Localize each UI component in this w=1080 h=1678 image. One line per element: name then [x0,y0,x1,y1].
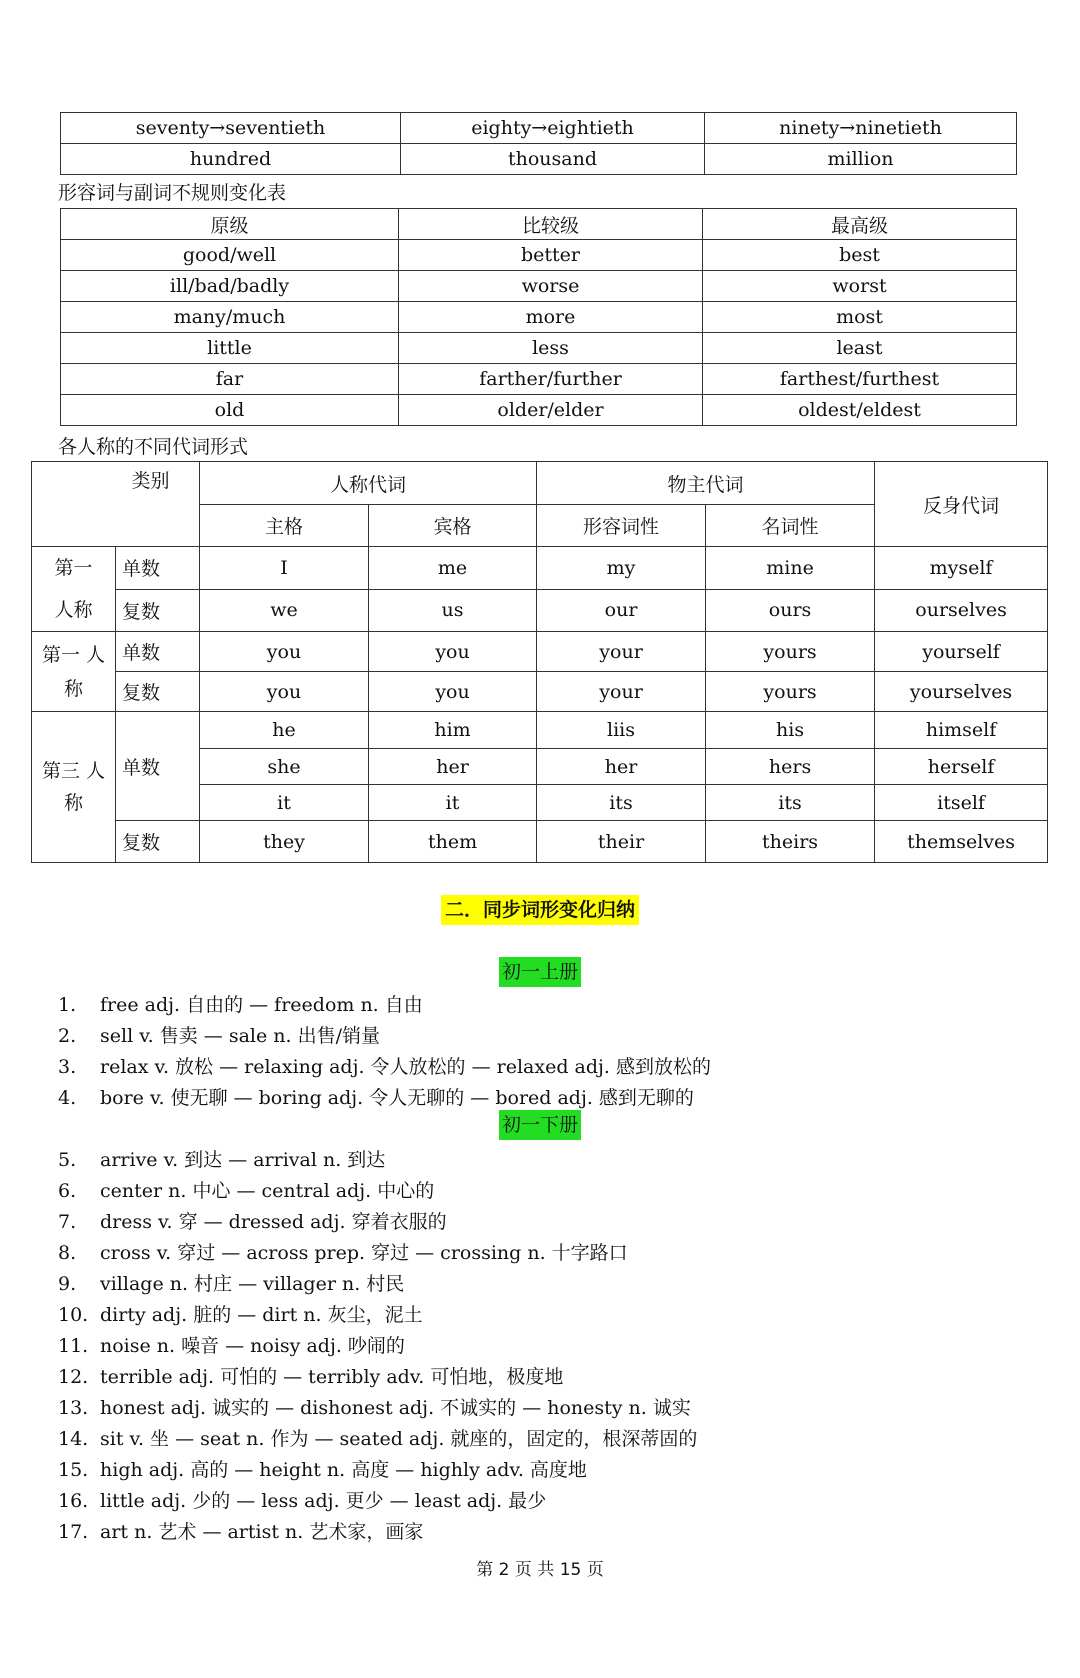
person-label [32,712,116,863]
table-cell: myself [875,547,1048,590]
item-text: honest adj. 诚实的 — dishonest adj. 不诚实的 — honesty n. 诚实 [100,1397,691,1419]
item-number: 13. [58,1397,89,1419]
table-cell: oldest/eldest [703,395,1017,426]
item-number: 12. [58,1366,89,1388]
list-item [58,1424,697,1451]
table-cell: best [703,240,1017,271]
item-text: high adj. 高的 — height n. 高度 — highly adv. 高度地 [100,1459,587,1481]
table-header-row [32,462,1048,505]
adjective-form-header: 形容词性 [537,505,706,547]
subsection-label: 初一上册 [499,957,581,987]
section-heading [0,895,1080,922]
person-label-line: 称 [63,677,83,700]
table-cell: I [200,547,369,590]
item-text: village n. 村庄 — villager n. 村民 [100,1273,405,1295]
item-text: terrible adj. 可怕的 — terribly adv. 可怕地，极度地 [100,1366,564,1388]
header-cell: 比较级 [399,209,703,240]
table-row [61,240,1017,271]
number-label: 复数 [116,821,200,863]
table-cell: them [369,821,537,863]
list-item [58,1331,405,1358]
table-cell: yours [706,632,875,672]
table-cell: least [703,333,1017,364]
item-number: 17. [58,1521,89,1543]
item-text: dress v. 穿 — dressed adj. 穿着衣服的 [100,1211,447,1233]
table-cell: less [399,333,703,364]
table-row [32,547,1048,590]
list-item [58,1393,691,1420]
person-label-line: 第一 [54,557,93,579]
table-cell: yourselves [875,672,1048,712]
list-item [58,990,423,1017]
item-number: 6. [58,1180,77,1202]
number-label: 单数 [116,547,200,590]
possessive-pronoun-header: 物主代词 [537,462,875,505]
table-cell: older/elder [399,395,703,426]
table-cell: they [200,821,369,863]
table-cell: hundred [61,144,401,175]
table-cell: eighty→eightieth [401,113,705,144]
table-cell: us [369,589,537,632]
item-number: 7. [58,1211,77,1233]
table-cell: you [200,672,369,712]
table-cell: more [399,302,703,333]
table-cell: yourself [875,632,1048,672]
table-cell: little [61,333,399,364]
item-number: 9. [58,1273,77,1295]
list-item [58,1083,694,1110]
table-cell: you [369,632,537,672]
item-text: dirty adj. 脏的 — dirt n. 灰尘，泥土 [100,1304,423,1326]
table-cell: themselves [875,821,1048,863]
table-cell: my [537,547,706,590]
irregular-adjective-table [60,208,1017,426]
table-cell: you [200,632,369,672]
list-item [58,1021,380,1048]
list-item [58,1300,423,1327]
item-text: noise n. 噪音 — noisy adj. 吵闹的 [100,1335,405,1357]
category-header: 类别 [32,462,200,547]
list-item [58,1207,447,1234]
subsection-grade7-vol1 [0,957,1080,984]
table-cell: worst [703,271,1017,302]
table-cell: your [537,632,706,672]
page-footer: 第 2 页 共 15 页 [476,1560,604,1580]
table-cell: we [200,589,369,632]
list-item [58,1145,385,1172]
person-label [32,632,116,712]
table-cell: yours [706,672,875,712]
table-row [61,395,1017,426]
table-cell: liis [537,712,706,749]
table-cell: herself [875,749,1048,785]
table-row [61,144,1017,175]
table-cell: good/well [61,240,399,271]
item-number: 5. [58,1149,77,1171]
table-cell: thousand [401,144,705,175]
table-cell: million [705,144,1017,175]
table-row [61,364,1017,395]
header-cell: 最高级 [703,209,1017,240]
table-row [61,333,1017,364]
item-text: art n. 艺术 — artist n. 艺术家，画家 [100,1521,424,1543]
table-cell: theirs [706,821,875,863]
table-cell: their [537,821,706,863]
noun-form-header: 名词性 [706,505,875,547]
table-row [32,672,1048,712]
table-cell: ill/bad/badly [61,271,399,302]
item-text: free adj. 自由的 — freedom n. 自由 [100,994,423,1016]
table-row [61,302,1017,333]
table-row [32,712,1048,749]
list-item [58,1455,587,1482]
number-label: 单数 [116,632,200,672]
list-item [58,1269,404,1296]
subsection-grade7-vol2 [0,1110,1080,1137]
table-cell: ninety→ninetieth [705,113,1017,144]
item-text: little adj. 少的 — less adj. 更少 — least adj. 最少 [100,1490,547,1512]
item-text: cross v. 穿过 — across prep. 穿过 — crossing n. 十字路口 [100,1242,628,1264]
list-item [58,1486,546,1513]
item-text: sit v. 坐 — seat n. 作为 — seated adj. 就座的，固定的，根深蒂固的 [100,1428,698,1450]
table-cell: her [537,749,706,785]
table-cell: itself [875,785,1048,821]
list-item [58,1362,563,1389]
table-row [32,589,1048,632]
table-cell: its [706,785,875,821]
item-text: bore v. 使无聊 — boring adj. 令人无聊的 — bored adj. 感到无聊的 [100,1087,694,1109]
ordinal-numbers-table [60,112,1017,175]
item-text: arrive v. 到达 — arrival n. 到达 [100,1149,386,1171]
item-number: 2. [58,1025,77,1047]
table-cell: worse [399,271,703,302]
table-cell: him [369,712,537,749]
table-cell: better [399,240,703,271]
table-cell: old [61,395,399,426]
table-cell: it [200,785,369,821]
table-cell: many/much [61,302,399,333]
table-cell: seventy→seventieth [61,113,401,144]
list-item [58,1052,711,1079]
pronoun-table [31,461,1048,863]
item-number: 11. [58,1335,89,1357]
table-cell: its [537,785,706,821]
table-cell: me [369,547,537,590]
list-item [58,1517,423,1544]
table-cell: farthest/furthest [703,364,1017,395]
person-label-line: 第一 人 [41,643,106,666]
table-cell: himself [875,712,1048,749]
personal-pronoun-header: 人称代词 [200,462,537,505]
person-label-line: 人称 [54,599,93,621]
item-text: relax v. 放松 — relaxing adj. 令人放松的 — relaxed adj. 感到放松的 [100,1056,711,1078]
table-cell: ourselves [875,589,1048,632]
table-cell: farther/further [399,364,703,395]
table-cell: our [537,589,706,632]
table-cell: your [537,672,706,712]
item-number: 15. [58,1459,89,1481]
item-number: 16. [58,1490,89,1512]
table-cell: hers [706,749,875,785]
table-row [61,113,1017,144]
person-label-line: 称 [63,792,83,814]
item-number: 3. [58,1056,77,1078]
item-number: 14. [58,1428,89,1450]
item-number: 8. [58,1242,77,1264]
item-number: 4. [58,1087,77,1109]
table-cell: ours [706,589,875,632]
table-cell: mine [706,547,875,590]
item-text: center n. 中心 — central adj. 中心的 [100,1180,435,1202]
number-label: 复数 [116,672,200,712]
table-cell: he [200,712,369,749]
subsection-label: 初一下册 [499,1110,581,1140]
section-heading-text: 二．同步词形变化归纳 [441,895,639,925]
reflexive-pronoun-header: 反身代词 [875,462,1048,547]
table-row [32,632,1048,672]
adj-table-caption: 形容词与副词不规则变化表 [58,182,287,204]
list-item [58,1176,434,1203]
object-header: 宾格 [369,505,537,547]
pronoun-table-caption: 各人称的不同代词形式 [58,436,249,458]
person-label-line: 第三 人 [41,760,106,782]
table-row [61,271,1017,302]
table-cell: far [61,364,399,395]
table-cell: it [369,785,537,821]
table-row [32,821,1048,863]
table-header-row [61,209,1017,240]
number-label: 单数 [116,712,200,821]
table-cell: most [703,302,1017,333]
number-label: 复数 [116,589,200,632]
item-text: sell v. 售卖 — sale n. 出售/销量 [100,1025,380,1047]
subject-header: 主格 [200,505,369,547]
list-item [58,1238,628,1265]
item-number: 10. [58,1304,89,1326]
header-cell: 原级 [61,209,399,240]
table-cell: she [200,749,369,785]
table-cell: her [369,749,537,785]
person-label [32,547,116,632]
item-number: 1. [58,994,77,1016]
table-cell: his [706,712,875,749]
table-cell: you [369,672,537,712]
